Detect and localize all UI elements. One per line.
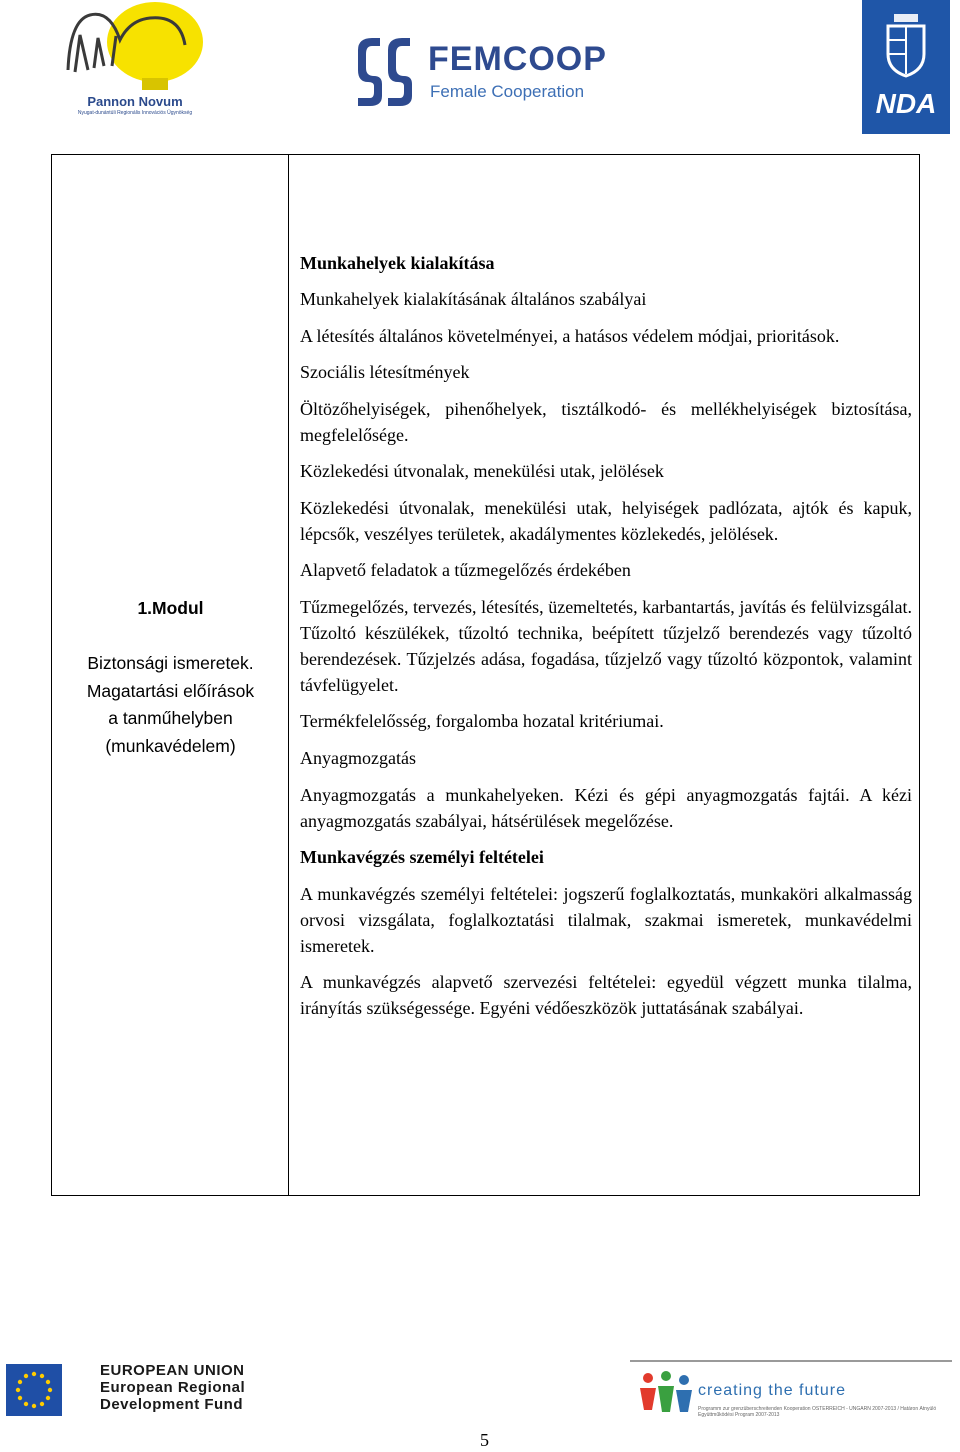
lightbulb-icon [60,0,210,95]
pannon-subtitle: Nyugat-dunántúli Regionális Innovációs Ügynökség [77,110,193,116]
creating-the-future-logo [630,1360,952,1426]
paragraph: A munkavégzés személyi feltételei: jogszerű foglalkoztatás, munkaköri alkalmasság orvosi vizsgálata, foglalkoztatási tilalmak, szakmai ismeretek, munkavédelmi ismeretek. [300,884,912,956]
paragraph: A létesítés általános követelményei, a hatásos védelem módjai, prioritások. [300,326,840,346]
content-cell [300,250,912,1021]
section-heading: Anyagmozgatás [300,748,416,768]
paragraph: A munkavégzés alapvető szervezési feltételei: egyedül végzett munka tilalma, irányítás szükségessége. Egyéni védőeszközök juttatásának szabályai. [300,972,912,1018]
paragraph: Termékfelelősség, forgalomba hozatal kritériumai. [300,711,664,731]
module-cell [52,155,289,1195]
paragraph: Tűzmegelőzés, tervezés, létesítés, üzemeltetés, karbantartás, javítás és felülvizsgálat. Tűzoltó készülékek, tűzoltó technika, beépített tűzjelző berendezés vagy tűzoltó berendezések. Tűzjelzés adása, fogadása, tűzjelző vagy tűzoltó központok, valamint távfelügyelet. [300,597,912,695]
femcoop-title: FEMCOOP [428,40,607,78]
section-heading: Munkahelyek kialakítása [300,253,495,273]
module-table [51,154,920,1196]
module-desc-line: a tanműhelyben [108,708,233,728]
paragraph: Öltözőhelyiségek, pihenőhelyek, tisztálkodó- és mellékhelyiségek biztosítása, megfelelősége. [300,399,912,445]
page-number: 5 [480,1430,489,1450]
nda-text: NDA [875,88,937,119]
femcoop-logo [350,30,630,110]
section-heading: Munkavégzés személyi feltételei [300,847,544,867]
ctf-fineprint: Programm zur grenzüberschreitenden Kooperation ÖSTERREICH - UNGARN 2007-2013 / Határon Átnyúló Együttműködési Program 2007-2013 [698,1406,937,1418]
femcoop-mark-icon [350,30,420,110]
nda-logo [862,0,950,134]
paragraph: Anyagmozgatás a munkahelyeken. Kézi és gépi anyagmozgatás fajtái. A kézi anyagmozgatás szabályai, hátsérülések megelőzése. [300,785,912,831]
module-desc-line: (munkavédelem) [105,735,236,756]
femcoop-subtitle: Female Cooperation [430,82,585,101]
section-heading: Alapvető feladatok a tűzmegelőzés érdekében [300,560,631,580]
module-desc-line: Magatartási előírások [86,680,255,701]
module-title: 1.Modul [137,598,204,618]
eu-flag-icon [6,1364,62,1416]
eu-erdf-logo [6,1362,258,1420]
coat-of-arms-icon [862,0,950,86]
eu-text-line: European Regional [100,1379,246,1396]
eu-text [100,1362,245,1413]
paragraph: Munkahelyek kialakításának általános szabályai [300,289,647,309]
paragraph: Közlekedési útvonalak, menekülési utak, helyiségek padlózata, ajtók és kapuk, lépcsők, veszélyes területek, akadálymentes közlekedés, jelölések. [300,498,912,544]
module-description [52,650,289,760]
ctf-text: creating the future [698,1382,846,1399]
eu-text-line: Development Fund [100,1396,244,1413]
pannon-name: Pannon Novum [87,94,183,109]
section-heading: Közlekedési útvonalak, menekülési utak, jelölések [300,461,664,481]
figures-icon [634,1366,698,1426]
eu-text-line: EUROPEAN UNION [100,1362,245,1379]
module-desc-line: Biztonsági ismeretek. [87,653,254,673]
section-heading: Szociális létesítmények [300,362,470,382]
pannon-novum-logo [60,0,210,130]
